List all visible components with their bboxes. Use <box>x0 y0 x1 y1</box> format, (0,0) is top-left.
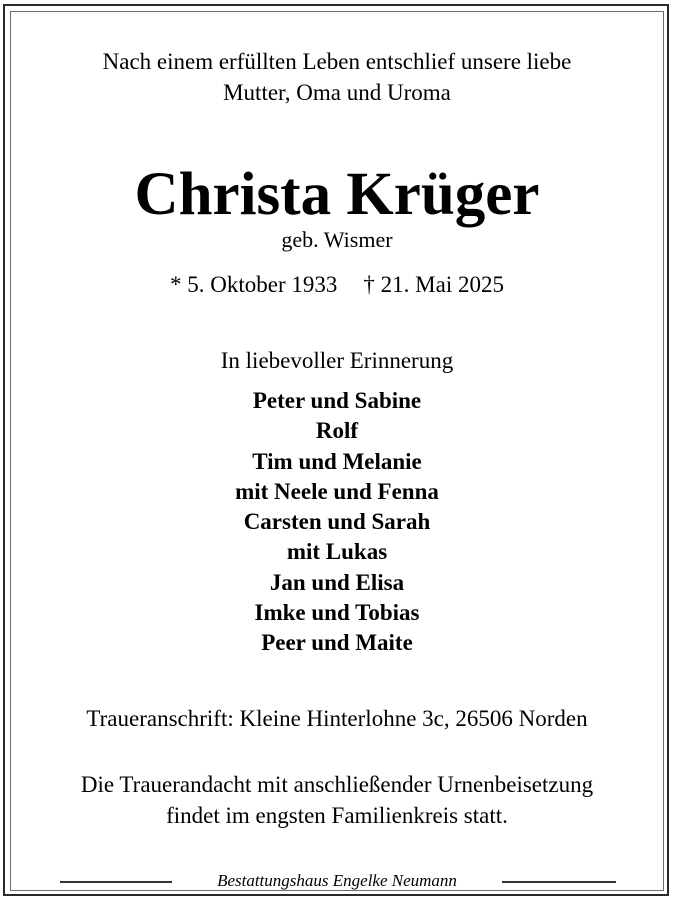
funeral-home: Bestattungshaus Engelke Neumann <box>217 871 457 890</box>
family-member: Jan und Elisa <box>269 569 405 595</box>
mourning-address: Traueranschrift: Kleine Hinterlohne 3c, 26506 Norden <box>86 706 588 731</box>
life-dates <box>0 270 674 300</box>
family-member: mit Lukas <box>286 539 388 565</box>
service-line-1: Die Trauerandacht mit anschließender Urnenbeisetzung <box>80 772 594 797</box>
birth-date: * 5. Oktober 1933 <box>170 272 338 297</box>
family-member: Imke und Tobias <box>254 600 420 626</box>
intro-text <box>0 46 674 108</box>
family-member: Peter und Sabine <box>252 388 422 413</box>
service-info <box>0 769 674 831</box>
intro-line-2: Mutter, Oma und Uroma <box>223 80 451 105</box>
family-member: mit Neele und Fenna <box>235 478 439 504</box>
family-list <box>0 386 674 659</box>
family-member: Rolf <box>315 418 359 444</box>
birth-name: geb. Wismer <box>281 227 393 252</box>
death-date: † 21. Mai 2025 <box>363 272 504 297</box>
memory-text: In liebevoller Erinnerung <box>220 348 454 373</box>
family-member: Tim und Melanie <box>252 448 422 474</box>
intro-line-1: Nach einem erfüllten Leben entschlief unsere liebe <box>102 49 572 74</box>
service-line-2: findet im engsten Familienkreis statt. <box>166 803 508 828</box>
deceased-name: Christa Krüger <box>134 161 540 228</box>
family-member: Carsten und Sarah <box>243 509 431 535</box>
family-member: Peer und Maite <box>261 630 413 656</box>
